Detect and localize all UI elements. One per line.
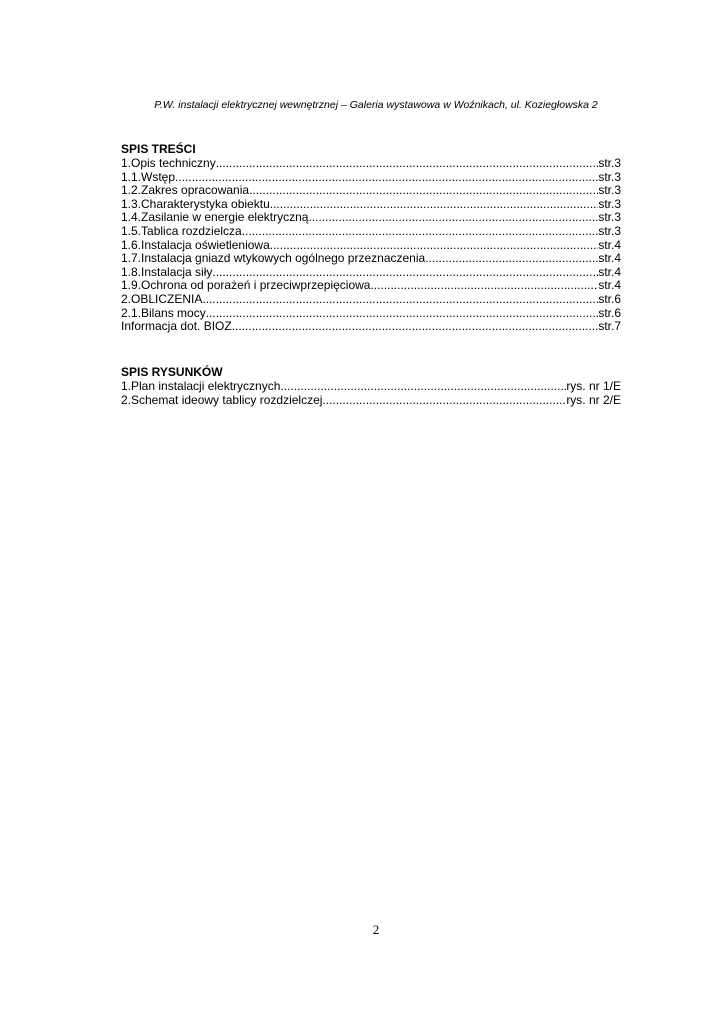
toc-entry	[121, 184, 621, 198]
toc-leader-dots	[202, 293, 598, 307]
toc-leader-dots	[308, 211, 598, 225]
toc-entry-page: str.4	[598, 237, 621, 252]
toc-entry-page: str.7	[598, 319, 621, 334]
list-of-figures	[121, 365, 621, 407]
toc-entry-label: 2.1.Bilans mocy	[121, 305, 206, 320]
toc-entry-label: 1.7.Instalacja gniazd wtykowych ogólnego przeznaczenia	[121, 251, 426, 266]
figure-entry-label: 2.Schemat ideowy tablicy rozdzielczej	[121, 392, 323, 407]
toc-entry-label: 1.2.Zakres opracowania	[121, 183, 250, 198]
toc-entry	[121, 320, 621, 334]
figure-entry-label: 1.Plan instalacji elektrycznych	[121, 379, 281, 393]
toc-entry	[121, 198, 621, 212]
toc-entry	[121, 239, 621, 253]
toc-entry	[121, 225, 621, 239]
toc-entry-page: str.3	[598, 156, 621, 170]
toc-leader-dots	[216, 157, 599, 171]
toc-entry	[121, 171, 621, 185]
toc-leader-dots	[242, 225, 599, 239]
toc-leader-dots	[175, 171, 598, 185]
toc-leader-dots	[425, 252, 598, 266]
toc-entry-page: str.3	[598, 210, 621, 225]
toc-entry-page: str.6	[598, 291, 621, 306]
toc-entry-label: 1.8.Instalacja siły	[121, 264, 213, 279]
toc-entry-page: str.4	[598, 278, 621, 293]
toc-entry	[121, 307, 621, 321]
toc-leader-dots	[249, 184, 598, 198]
toc-entry-label: 1.9.Ochrona od porażeń i przeciwprzepięciowa	[121, 278, 371, 293]
toc-entry-page: str.3	[598, 169, 621, 184]
toc-leader-dots	[280, 380, 566, 394]
toc-entry-label: 1.4.Zasilanie w energie elektryczną	[121, 210, 309, 225]
toc-entry-page: str.4	[598, 251, 621, 266]
toc-entry	[121, 279, 621, 293]
toc-entry-label: Informacja dot. BIOZ	[121, 319, 232, 334]
toc-leader-dots	[212, 266, 598, 280]
toc-entry	[121, 293, 621, 307]
table-of-contents	[121, 142, 621, 334]
figure-entry	[121, 394, 621, 408]
toc-entry-page: str.6	[598, 305, 621, 320]
toc-leader-dots	[270, 198, 599, 212]
toc-entry-label: 1.Opis techniczny	[121, 156, 216, 170]
toc-entry-page: str.4	[598, 264, 621, 279]
toc-entry-label: 2.OBLICZENIA	[121, 291, 203, 306]
toc-entry-label: 1.6.Instalacja oświetleniowa	[121, 237, 270, 252]
toc-entry-label: 1.5.Tablica rozdzielcza	[121, 223, 242, 238]
toc-leader-dots	[322, 394, 566, 408]
toc-entry-page: str.3	[598, 196, 621, 211]
toc-entry-page: str.3	[598, 183, 621, 198]
toc-title: SPIS TREŚCI	[121, 142, 196, 156]
figure-entry-ref: rys. nr 1/E	[566, 379, 621, 393]
toc-leader-dots	[370, 279, 598, 293]
figure-entry-ref: rys. nr 2/E	[566, 392, 621, 407]
running-header: P.W. instalacji elektrycznej wewnętrznej – Galeria wystawowa w Woźnikach, ul. Koziegłowska 2	[154, 99, 598, 111]
page-number: 2	[372, 922, 380, 937]
toc-leader-dots	[206, 307, 599, 321]
toc-entry	[121, 252, 621, 266]
toc-entry	[121, 211, 621, 225]
toc-entry-page: str.3	[598, 223, 621, 238]
toc-entry	[121, 266, 621, 280]
figure-entry	[121, 380, 621, 394]
toc-entry-label: 1.1.Wstęp	[121, 169, 176, 184]
toc-entry-label: 1.3.Charakterystyka obiektu	[121, 196, 270, 211]
toc-leader-dots	[270, 239, 599, 253]
toc-entry	[121, 157, 621, 171]
figures-title: SPIS RYSUNKÓW	[121, 365, 223, 379]
toc-leader-dots	[232, 320, 599, 334]
